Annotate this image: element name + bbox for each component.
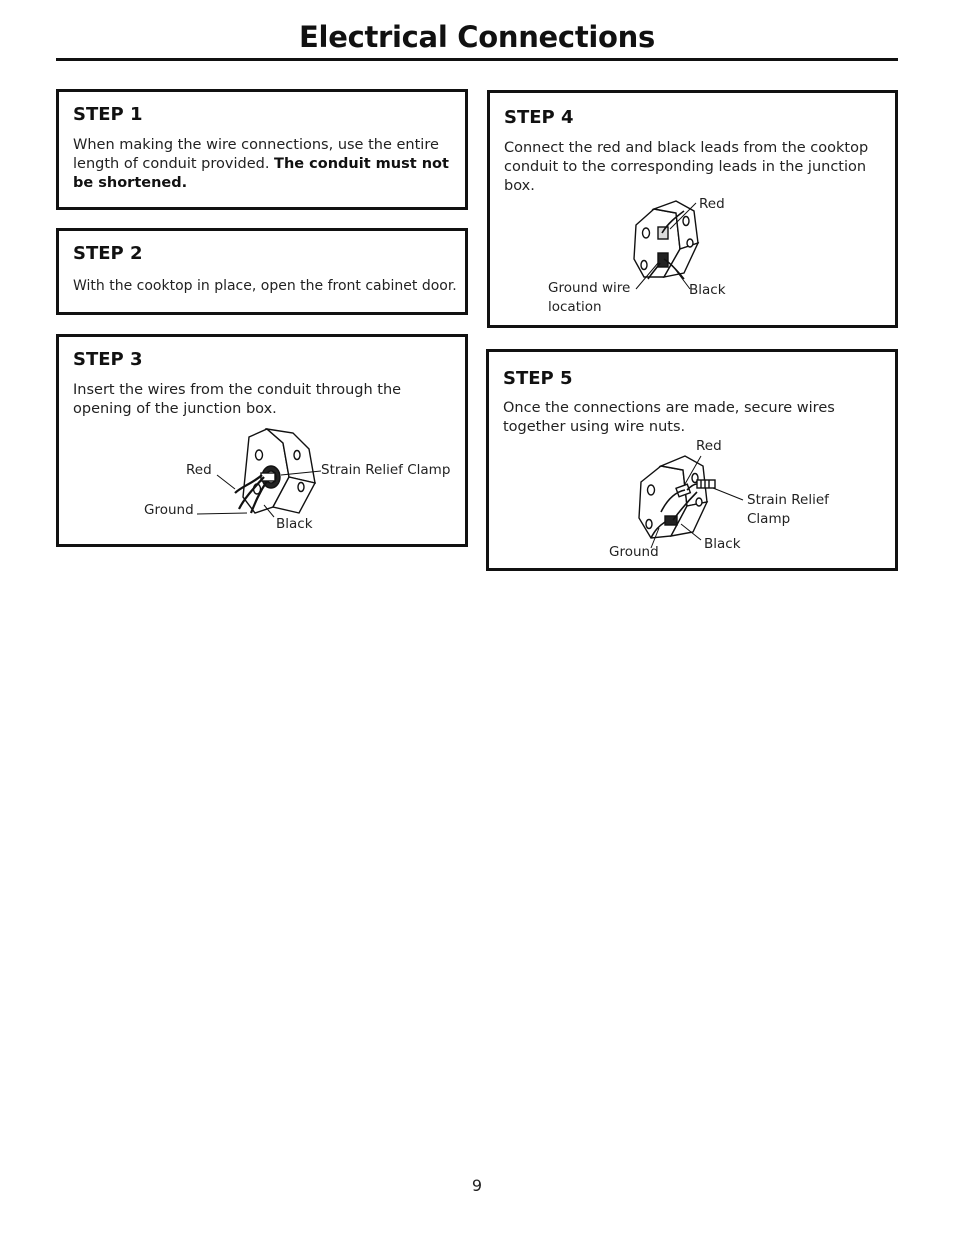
- junction-box-diagram-step5: [489, 352, 895, 568]
- step-3-text: Insert the wires from the conduit through the opening of the junction box.: [73, 382, 402, 417]
- step-3-box: [56, 334, 468, 547]
- step-3-label-black: Black: [276, 516, 313, 532]
- junction-box-diagram-step3: [59, 337, 465, 544]
- step-3-label-ground: Ground: [144, 502, 194, 518]
- step-5-label-ground: Ground: [609, 544, 659, 560]
- step-4-heading: STEP 4: [504, 107, 574, 128]
- step-5-box: [486, 349, 898, 571]
- step-1-body: When making the wire connections, use the entire length of conduit provided.: [73, 137, 439, 172]
- step-1-box: [56, 89, 468, 210]
- step-1-text: [73, 136, 465, 193]
- step-5-label-red: Red: [696, 438, 722, 454]
- step-5-label-black: Black: [704, 536, 741, 552]
- step-5-label-strain-2: Clamp: [747, 511, 791, 527]
- step-5-text: Once the connections are made, secure wires together using wire nuts.: [503, 400, 835, 435]
- title-divider: [56, 58, 898, 61]
- step-1-warning: The conduit must not be shortened.: [73, 156, 449, 191]
- step-1-heading: STEP 1: [73, 104, 143, 125]
- step-5-label-strain-1: Strain Relief: [747, 492, 829, 508]
- step-4-box: [487, 90, 898, 328]
- step-5-heading: STEP 5: [503, 368, 573, 389]
- page-number: 9: [471, 1176, 483, 1195]
- step-2-heading: STEP 2: [73, 243, 143, 264]
- step-3-label-red: Red: [186, 462, 212, 478]
- step-4-label-ground-2: location: [548, 299, 602, 315]
- step-4-label-black: Black: [689, 282, 726, 298]
- step-2-text: With the cooktop in place, open the front cabinet door.: [73, 278, 457, 294]
- step-3-label-strain-relief: Strain Relief Clamp: [321, 462, 451, 478]
- step-3-heading: STEP 3: [73, 349, 143, 370]
- step-4-text: Connect the red and black leads from the cooktop conduit to the corresponding leads in the junction box.: [504, 140, 869, 194]
- step-2-box: [56, 228, 468, 315]
- step-4-label-ground-1: Ground wire: [548, 280, 631, 296]
- step-4-label-red: Red: [699, 196, 725, 212]
- page-title: Electrical Connections: [299, 20, 655, 54]
